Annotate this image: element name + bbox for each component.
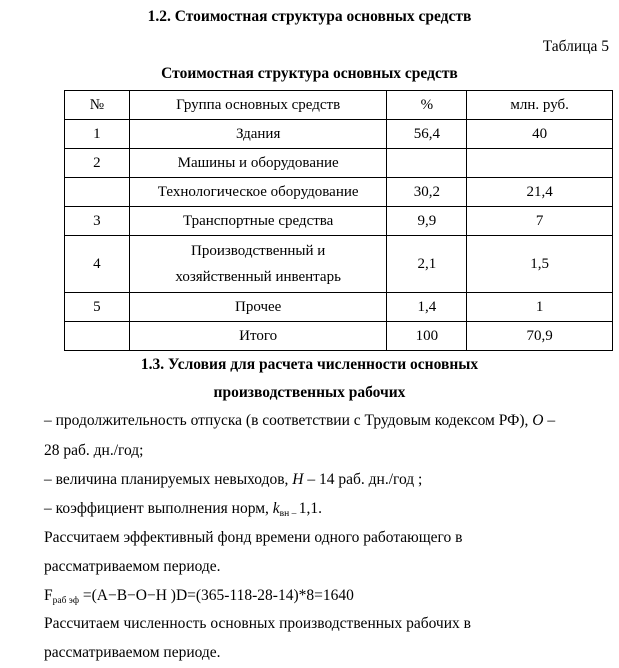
header-pct: % [387, 91, 467, 120]
text: – величина планируемых невыходов, [44, 471, 293, 488]
formula-subscript: раб эф [52, 596, 79, 606]
table-label: Таблица 5 [542, 38, 609, 55]
paragraph-calc-workers: Рассчитаем численность основных производственных рабочих в [44, 615, 471, 632]
cell-num: 2 [65, 149, 130, 178]
cell-mln: 21,4 [467, 178, 613, 207]
table-total-row [65, 322, 613, 351]
paragraph-coefficient [44, 499, 614, 524]
cell-num: 4 [65, 236, 130, 293]
cell-pct [387, 149, 467, 178]
section2-heading-line2: производственных рабочих [213, 384, 406, 401]
section-heading: 1.2. Стоимостная структура основных средств [147, 8, 472, 25]
cell-pct: 1,4 [387, 293, 467, 322]
cell-mln [467, 149, 613, 178]
formula-expression: =(А−В−О−Н )D=(365-118-28-14)*8=1640 [78, 587, 354, 604]
cell-pct: 2,1 [387, 236, 467, 293]
cell-mln: 7 [467, 207, 613, 236]
cell-group: Транспортные средства [129, 207, 387, 236]
variable-n: Н [292, 471, 304, 488]
formula [44, 586, 614, 611]
cell-mln: 70,9 [467, 322, 613, 351]
text: – [543, 412, 556, 429]
formula-symbol: F [44, 587, 53, 604]
header-group: Группа основных средств [129, 91, 387, 120]
variable-k: k [272, 500, 280, 517]
text: – продолжительность отпуска (в соответствии с Трудовым кодексом РФ), [44, 412, 533, 429]
cell-pct: 100 [387, 322, 467, 351]
table-header-row [65, 91, 613, 120]
table-row [65, 178, 613, 207]
cell-num: 5 [65, 293, 130, 322]
paragraph-period-2: рассматриваемом периоде. [44, 644, 221, 661]
cell-pct: 9,9 [387, 207, 467, 236]
fixed-assets-table [64, 90, 613, 351]
header-num: № [65, 91, 130, 120]
cell-group-line1: Производственный и [191, 243, 326, 259]
paragraph-absences [44, 470, 614, 490]
cell-group: Итого [129, 322, 387, 351]
cell-pct: 56,4 [387, 120, 467, 149]
header-mln: млн. руб. [467, 91, 613, 120]
table-row [65, 120, 613, 149]
table-row [65, 207, 613, 236]
paragraph-calc-fund: Рассчитаем эффективный фонд времени одного работающего в [44, 529, 463, 546]
cell-mln: 1 [467, 293, 613, 322]
cell-num: 1 [65, 120, 130, 149]
table-row [65, 293, 613, 322]
paragraph-period: рассматриваемом периоде. [44, 558, 221, 575]
cell-num: 3 [65, 207, 130, 236]
cell-num [65, 322, 130, 351]
text: – 14 раб. дн./год ; [303, 471, 423, 488]
variable-o: О [532, 412, 544, 429]
cell-group-line2: хозяйственный инвентарь [175, 269, 341, 285]
cell-group [129, 236, 387, 293]
subscript: вн – [279, 509, 299, 519]
cell-num [65, 178, 130, 207]
text: 1,1. [298, 500, 322, 517]
table-row [65, 236, 613, 293]
table-title: Стоимостная структура основных средств [161, 65, 458, 82]
cell-mln: 1,5 [467, 236, 613, 293]
text: – коэффициент выполнения норм, [44, 500, 273, 517]
cell-group: Прочее [129, 293, 387, 322]
paragraph-vacation [44, 411, 614, 431]
paragraph-days: 28 раб. дн./год; [44, 442, 144, 459]
cell-group: Машины и оборудование [129, 149, 387, 178]
cell-group: Технологическое оборудование [129, 178, 387, 207]
table-row [65, 149, 613, 178]
cell-mln: 40 [467, 120, 613, 149]
cell-pct: 30,2 [387, 178, 467, 207]
cell-group: Здания [129, 120, 387, 149]
section2-heading-line1: 1.3. Условия для расчета численности основных [140, 356, 479, 373]
